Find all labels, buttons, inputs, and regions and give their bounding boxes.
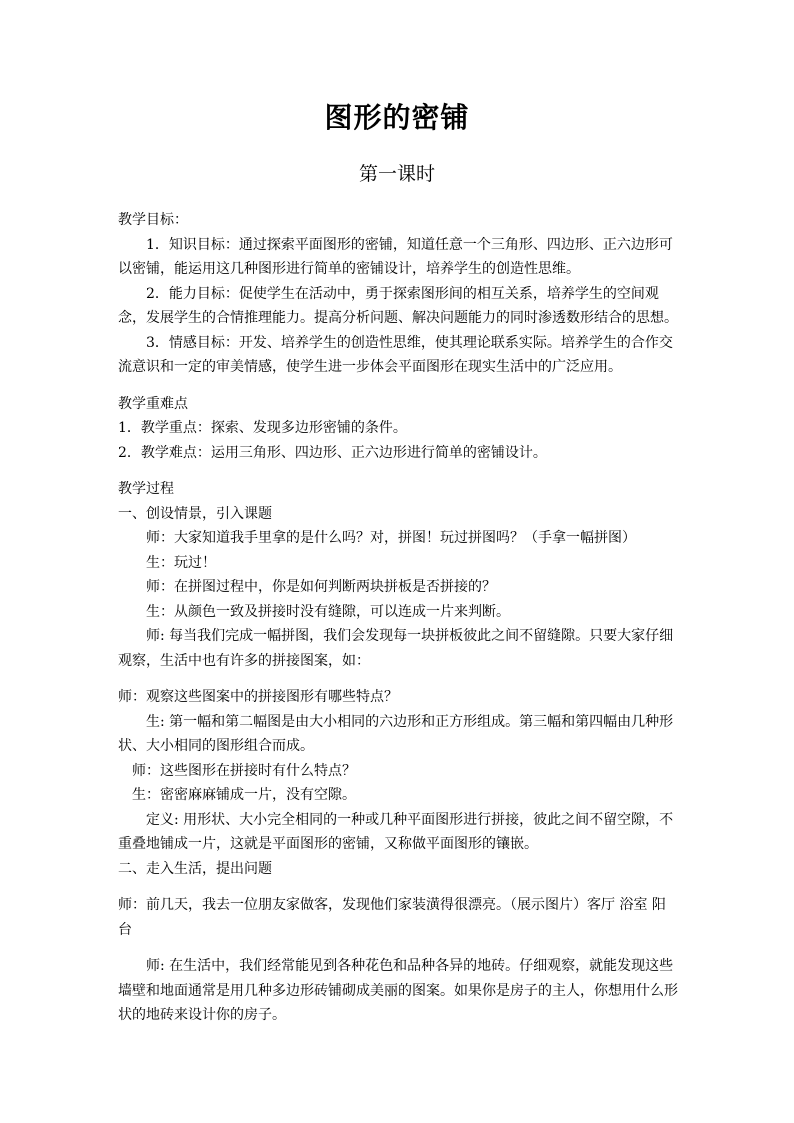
dialogue-line: 生: 第一幅和第二幅图是由大小相同的六边形和正方形组成。第三幅和第四幅由几种形状、大小相同的图形组合而成。: [118, 713, 674, 754]
keypoints-heading: 教学重难点: [118, 395, 188, 412]
dialogue-line: 师：在拼图过程中，你是如何判断两块拼板是否拼接的？: [146, 579, 496, 595]
keypoint-item: 2．教学难点：运用三角形、四边形、正六边形进行简单的密铺设计。: [118, 444, 547, 461]
dialogue-line: 生：玩过！: [146, 554, 216, 571]
objective-item: 1．知识目标：通过探索平面图形的密铺，知道任意一个三角形、四边形、正六边形可以密铺，能运用这几种图形进行简单的密铺设计，培养学生的创造性思维。: [118, 236, 673, 277]
dialogue-line: 师: 在生活中，我们经常能见到各种花色和品种各异的地砖。仔细观察，就能发现这些墙壁和地面通常是用几种多边形砖铺砌成美丽的图案。如果你是房子的主人，你想用什么形状的地砖来设计你的房子。: [118, 958, 678, 1023]
part2-heading: 二、走入生活，提出问题: [118, 860, 272, 877]
page-title: 图形的密铺: [324, 101, 470, 134]
dialogue-line: 生：从颜色一致及拼接时没有缝隙，可以连成一片来判断。: [146, 603, 510, 620]
objective-item: 2．能力目标：促使学生在活动中，勇于探索图形间的相互关系，培养学生的空间观念，发展学生的合情推理能力。提高分析问题、解决问题能力的同时渗透数形结合的思想。: [118, 285, 678, 326]
objective-item: 3．情感目标：开发、培养学生的创造性思维，使其理论联系实际。培养学生的合作交流意识和一定的审美情感，使学生进一步体会平面图形在现实生活中的广泛应用。: [118, 334, 673, 375]
spacer: [118, 942, 678, 954]
document-body: [118, 208, 678, 1028]
page-subtitle: 第一课时: [358, 163, 435, 185]
dialogue-line: 师：大家知道我手里拿的是什么吗？对，拼图！玩过拼图吗？（手拿一幅拼图）: [146, 530, 636, 546]
spacer: [118, 881, 678, 893]
spacer: [118, 673, 678, 685]
dialogue-line: 师: 每当我们完成一幅拼图，我们会发现每一块拼板彼此之间不留缝隙。只要大家仔细观察，生活中也有许多的拼接图案，如：: [118, 628, 674, 669]
objectives-heading: 教学目标：: [118, 212, 188, 228]
keypoint-item: 1．教学重点：探索、发现多边形密铺的条件。: [118, 420, 407, 436]
spacer: [118, 380, 678, 392]
process-heading: 教学过程: [118, 481, 174, 497]
dialogue-line: 师：观察这些图案中的拼接图形有哪些特点？: [118, 689, 398, 705]
definition-text: 定义: 用形状、大小完全相同的一种或几种平面图形进行拼接，彼此之间不留空隙，不重叠地铺成一片，这就是平面图形的密铺，又称做平面图形的镶嵌。: [118, 811, 674, 852]
dialogue-line: 生：密密麻麻铺成一片，没有空隙。: [132, 787, 356, 803]
part1-heading: 一、创设情景，引入课题: [118, 505, 272, 522]
spacer: [118, 465, 678, 477]
dialogue-line: 师：这些图形在拼接时有什么特点？: [132, 762, 356, 779]
dialogue-line: 师：前几天，我去一位朋友家做客，发现他们家装潢得很漂亮。（展示图片）客厅 浴室 阳台: [118, 897, 666, 938]
